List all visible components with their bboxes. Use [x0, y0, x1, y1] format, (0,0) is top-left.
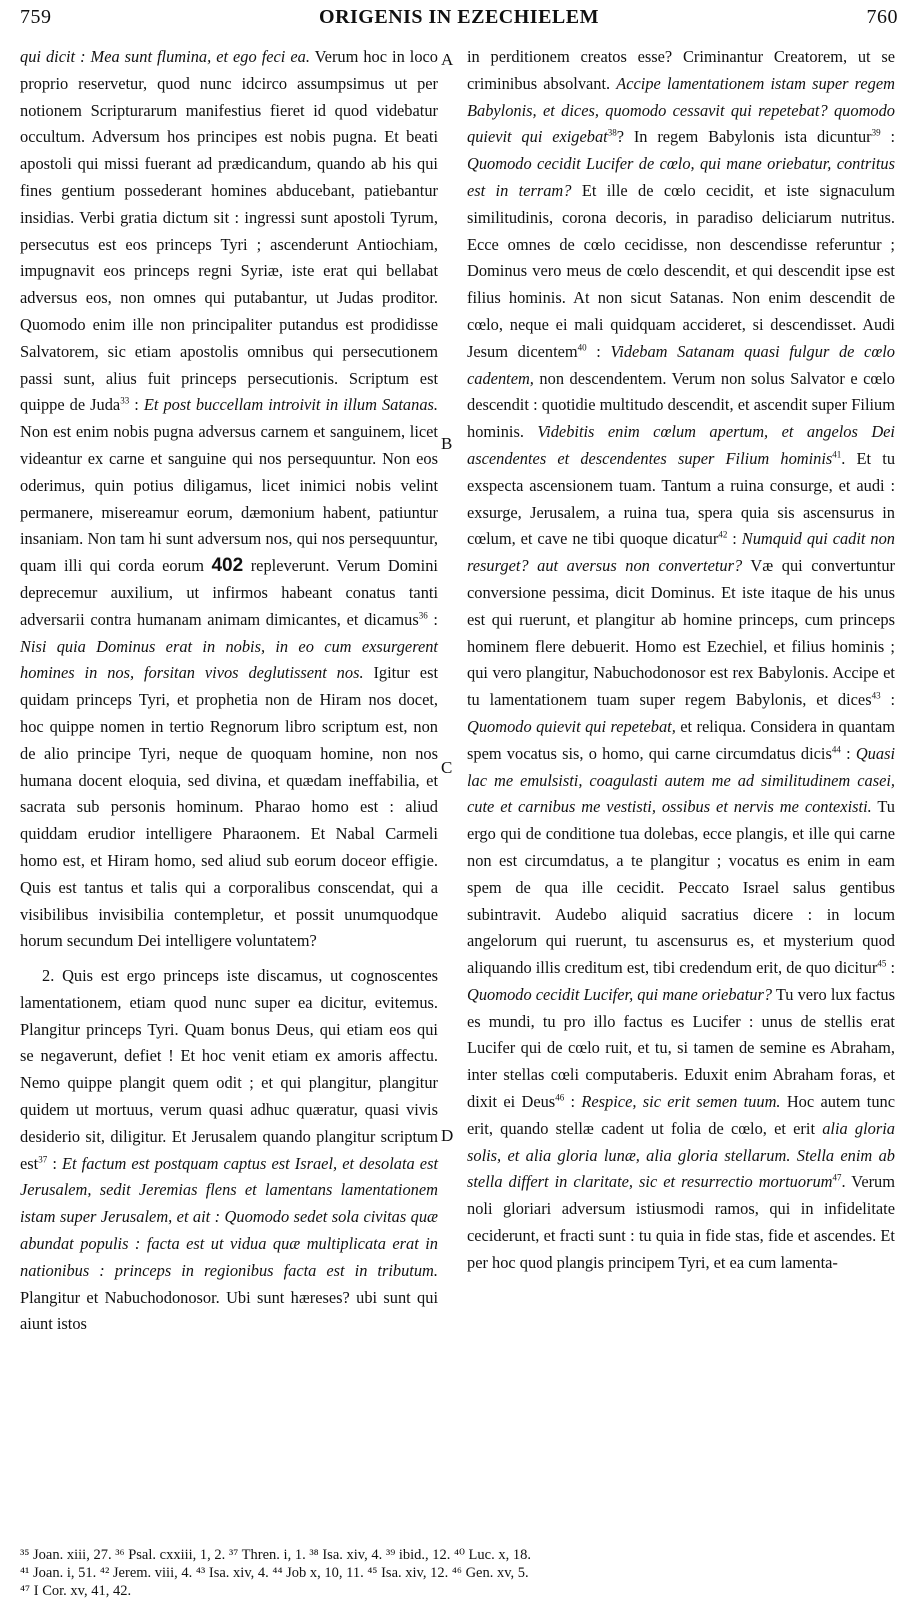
body-text: : — [840, 743, 856, 763]
body-text: Tu vero lux factus es mundi, tu pro illo factus es Lucifer : unus de stellis erat Lucifer qui de cœlo ruit, et tu, si tamen de semine es Abraham, inter stellas cœli computaberis. Eduxit enim Abraham foras, et dixit ei Deus — [467, 984, 895, 1112]
body-text: Et ille de cœlo cecidit, et iste signaculum similitudinis, corona decoris, in paradiso deliciarum nutritus. Ecce omnes de cœlo cecidisse, non descendisse referuntur ; Dominus vero meus de cœlo descendit, et qui descendit ipse est filius hominis. At non sicut Satanas. Non enim descendit de cœlo, neque ei mali quidquam accideret, si descendisset. Audi Jesum dicentem — [467, 180, 895, 361]
scripture-quote: Quomodo cecidit Lucifer, qui mane oriebatur? — [467, 984, 773, 1004]
footnote-line: ⁴⁷ I Cor. xv, 41, 42. — [20, 1583, 132, 1599]
body-text: . Et tu exspecta ascensionem tuam. Tantum a ruina consurge, et audi : exsurge, Jerusalem, a ruina tua, spera quia sis ascensurus in cœlum, et cave ne tibi quoque dicatur — [467, 448, 896, 549]
body-text: : — [727, 529, 742, 549]
body-text: non descendentem. Verum non solus Salvator e cœlo descendit : quotidie multitudo descendit, et ascendit super Filium hominis. — [467, 368, 895, 442]
margin-marker-d: D — [441, 1126, 454, 1145]
scripture-quote: Quomodo cecidit Lucifer de cœlo, qui mane oriebatur, contritus est in terram? — [467, 154, 895, 200]
body-text: 2. Quis est ergo princeps iste discamus, ut cognoscentes lamentationem, etiam quod nunc super ea dicitur, evitemus. Plangitur princeps Tyri. Quam bonus Deus, qui etiam eos qui se negaverunt, defiet ! Et hoc venit etiam ex amoris affectu. Nemo quippe plangit quem odit ; et qui plangitur, plangitur quidem ut mortuus, verum quasi adhuc quæratur, quasi vivis desiderio sit, diligitur. Et Jerusalem quando plangitur scriptum est — [20, 966, 438, 1173]
footnote-line: ⁴¹ Joan. i, 51. ⁴² Jerem. viii, 4. ⁴³ Isa. xiv, 4. ⁴⁴ Job x, 10, 11. ⁴⁵ Isa. xiv, 12. ⁴⁶ Gen. xv, 5. — [20, 1565, 529, 1581]
body-text: : — [47, 1153, 62, 1173]
body-text: . Verum noli gloriari adversum istiusmodi ramos, qui in infidelitate ceciderunt, et fracti sunt : tu quia in fide stas, fide et ascendes. Et per hoc quod plangis principem Tyri, et ea cum lamenta- — [467, 1172, 895, 1272]
footnote-ref: 41 — [832, 449, 842, 460]
original-page-number: 402 — [211, 555, 244, 577]
body-text: Tu ergo qui de conditione tua dolebas, ecce plangis, et ille qui carne non est circumdatus, a te plangitur ; vocatus es enim in eam spem de qua ille cecidit. Peccato Israel salus gentibus subintravit. Audebo aliquid sacratius dicere : in locum angelorum qui ruerunt, tu ascensurus es, et mysterium quod aliquando illis creditum est, tibi credendum erit, de quo dicitur — [467, 797, 895, 978]
body-text: Væ qui convertuntur conversione pessima, dicit Dominus. Et iste itaque de his unus est qui ruerunt, et plangitur ab homine princeps, cum princeps hominem flere debuerit. Homo est Ezechiel, et filius hominis ; qui vero plangitur, Nabuchodonosor est rex Babylonis. Accipe et tu lamentationem tuam super regem Babylonis, et dices — [467, 556, 895, 710]
left-column — [20, 44, 438, 1338]
paragraph-2 — [20, 963, 438, 1338]
margin-marker-b: B — [441, 434, 453, 453]
scripture-quote: Accipe lamentationem istam super regem Babylonis, et dices, quomodo cessavit qui repetebat? quomodo quievit qui exigebat — [467, 73, 895, 147]
scripture-quote: Nisi quia Dominus erat in nobis, in eo cum exsurgerent homines in nos, forsitan vivos deglutissent nos. — [20, 636, 438, 683]
scripture-quote: Numquid qui cadit non resurget? aut aversus non convertetur? — [467, 529, 896, 576]
body-text: : — [880, 690, 896, 710]
body-text: repleverunt. Verum Domini deprecemur auxilium, ut infirmos habeant conatus tanti adversarii contra humanam animam dimicantes, et dicamus — [20, 556, 438, 629]
body-text: : — [427, 609, 438, 629]
footnote-ref: 47 — [832, 1173, 842, 1183]
paragraph-right — [467, 44, 895, 1277]
scripture-quote: Et post buccellam introivit in illum Satanas. — [143, 395, 438, 415]
page-number-right: 760 — [866, 6, 898, 28]
footnote-ref: 44 — [831, 744, 841, 755]
running-header — [20, 6, 898, 36]
footnote-ref: 33 — [120, 395, 130, 406]
scripture-quote: qui dicit : Mea sunt flumina, et ego feci ea. — [20, 47, 310, 66]
body-text: ? In regem Babylonis ista dicuntur — [616, 127, 872, 147]
footnote-line: ³⁵ Joan. xiii, 27. ³⁶ Psal. cxxiii, 1, 2. ³⁷ Thren. i, 1. ³⁸ Isa. xiv, 4. ³⁹ ibid., 12. ⁴⁰ Luc. x, 18. — [20, 1547, 531, 1563]
scripture-quote: Et factum est postquam captus est Israel, et desolata est Jerusalem, sedit Jeremias flens et lamentans lamentationem istam super Jerusalem, et ait : Quomodo sedet sola civitas quæ abundat populis : facta est ut vidua quæ multiplicata erat in nationibus : princeps in regionibus facta est in tributum. — [20, 1153, 439, 1280]
body-text: : — [886, 958, 896, 978]
footnote-ref: 46 — [555, 1092, 565, 1103]
scripture-quote: Respice, sic erit semen tuum. — [581, 1092, 781, 1112]
footnote-ref: 42 — [718, 529, 728, 540]
footnote-ref: 40 — [577, 342, 587, 353]
scripture-quote: alia gloria solis, et alia gloria lunæ, alia gloria stellarum. Stella enim ab stella differt in claritate, sic et resurrectio mortuorum — [467, 1118, 896, 1192]
footnote-ref: 39 — [871, 127, 881, 138]
paragraph-1 — [20, 44, 438, 955]
body-text: Non est enim nobis pugna adversus carnem et sanguinem, licet videantur ex carne et sanguine qui nos persequuntur. Non eos oderimus, quin potius diligamus, licet inimici nobis velint permanere, misereamur eorum, dæmonium habent, patiuntur insaniam. Non tam hi sunt adversum nos, qui nos persequuntur, quam illi qui corda eorum — [20, 422, 438, 576]
footnotes — [20, 1546, 898, 1600]
running-title: ORIGENIS IN EZECHIELEM — [319, 6, 599, 28]
scripture-quote: Quomodo quievit qui repetebat, — [467, 716, 676, 736]
margin-marker-a: A — [441, 50, 454, 69]
body-text: in perditionem creatos esse? Criminantur Creatorem, ut se criminibus absolvant. — [467, 47, 895, 93]
footnote-ref: 36 — [418, 610, 428, 621]
margin-marker-c: C — [441, 758, 453, 777]
footnote-ref: 45 — [877, 958, 887, 969]
scripture-quote: Quasi lac me emulsisti, coagulasti autem me ad similitudinem casei, cute et carnibus me vestisti, ossibus et nervis me contexisti. — [467, 743, 896, 817]
body-text: Plangitur et Nabuchodonosor. Ubi sunt hæreses? ubi sunt qui aiunt istos — [20, 1287, 438, 1334]
page-number-left: 759 — [20, 6, 52, 28]
footnote-ref: 37 — [38, 1154, 48, 1165]
body-text: et reliqua. Considera in quantam spem vocatus sis, o homo, qui carne circumdatus dicis — [467, 716, 895, 763]
scripture-quote: Videbitis enim cœlum apertum, et angelos Dei ascendentes et descendentes super Filium hominis — [467, 422, 895, 468]
body-text: : — [129, 395, 144, 415]
right-column — [467, 44, 895, 1277]
body-text: : — [880, 127, 896, 147]
footnote-ref: 38 — [607, 127, 617, 138]
body-text: : — [586, 341, 611, 361]
body-text: Verum hoc in loco proprio reservetur, quod nunc idcirco assumpsimus ut per notionem Scripturarum manifestius fieret id quod videbatur occultum. Adversum hos principes est nobis pugna. Et beati apostoli qui missi fuerant ad prædicandum, quando ab his qui fines gentium possederant homines abducebant, patiebantur insidias. Verbi gratia dictum sit : ingressi sunt apostoli Tyrum, persecutus est eos princeps Tyri ; ascenderunt Antiochiam, impugnavit eos princeps regni Syriæ, iste erat qui bellabat adversus eos, non omnes qui putabantur, ut Judas proditor. Quomodo enim ille non principaliter putandus est prodidisse Salvatorem, sic etiam apostolis omnibus qui persecutionem passi sunt, alius fuit princeps persecutionis. Scriptum est quippe de Juda — [20, 47, 439, 415]
body-text: Hoc autem tunc erit, quando stellæ cadent ut folia de cœlo, et erit — [467, 1092, 896, 1138]
scripture-quote: Videbam Satanam quasi fulgur de cœlo cadentem, — [467, 341, 895, 388]
body-text: Igitur est quidam princeps Tyri, et prophetia non de Hiram nos docet, hoc quippe nomen in tertio Regnorum libro scriptum est, non de alio principe Tyri, neque de quoquam homine, non nos humana docent eloquia, sed divina, et quædam ineffabilia, et sacrata sub personis hominum. Pharao homo est : aliud quiddam erudior intelligere Pharaonem. Et Nabal Carmeli homo est, et Hiram homo, sed aliud sub eorum doceor effigie. Quis est tantus et talis qui a corporalibus conscendat, qui a visibilibus invisibilia contempletur, et possit unumquodque horum secundum Dei intelligere voluntatem? — [20, 663, 439, 951]
footnote-ref: 43 — [871, 690, 881, 701]
body-text: : — [564, 1092, 582, 1112]
